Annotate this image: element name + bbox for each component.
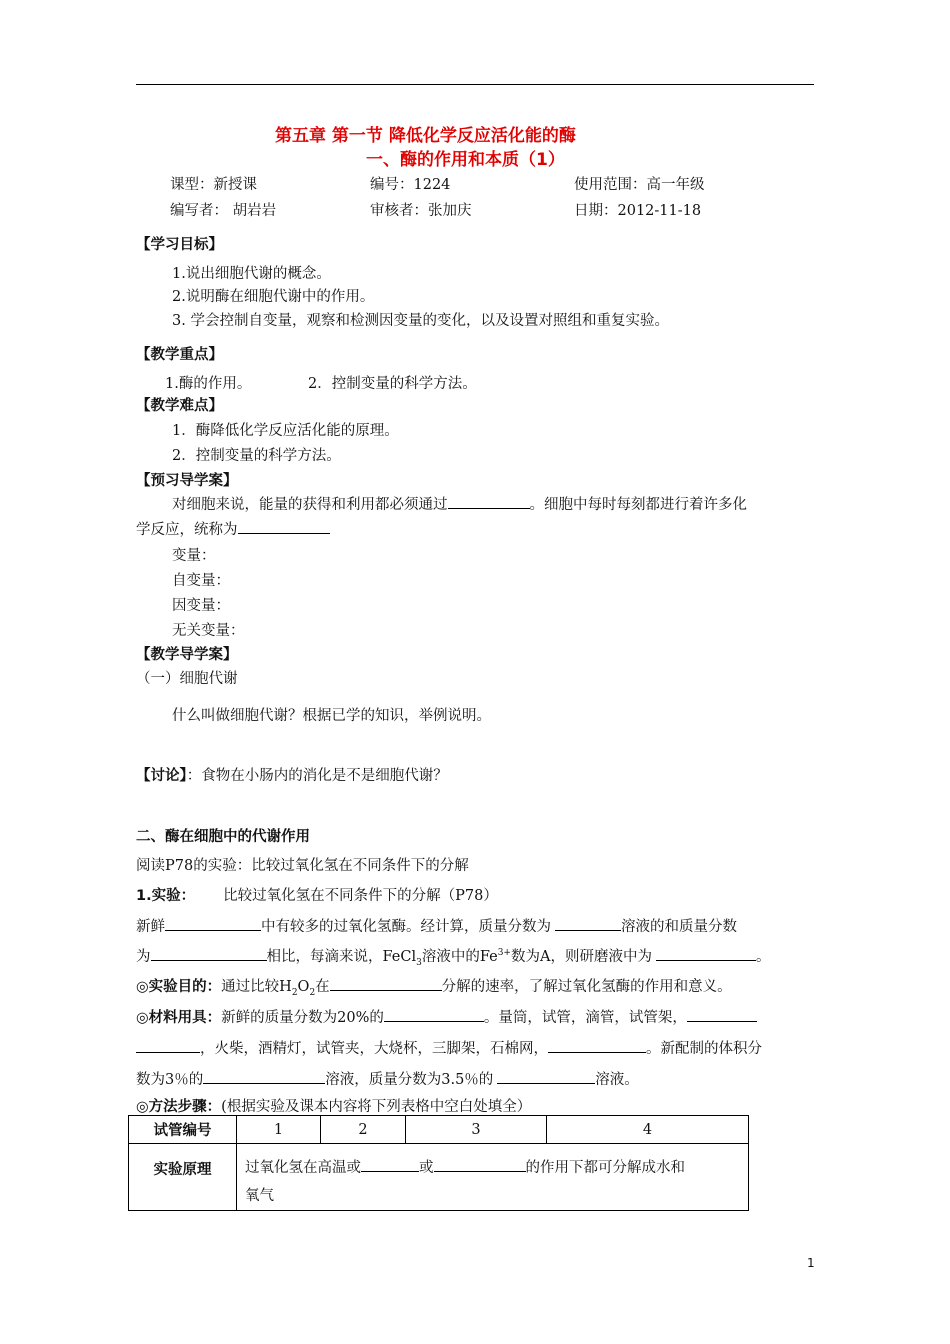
table-header-cell: 3 xyxy=(406,1116,547,1144)
text: 在 xyxy=(315,979,330,995)
fill-blank[interactable] xyxy=(448,494,530,509)
subscript: 2 xyxy=(309,987,316,998)
text: 氧气 xyxy=(245,1188,274,1204)
table-row-label: 实验原理 xyxy=(129,1144,237,1211)
text: 溶液。 xyxy=(595,1072,639,1088)
fill-blank[interactable] xyxy=(136,1038,200,1053)
page-number: 1 xyxy=(807,1256,815,1270)
keypoint-item: 1.酶的作用。 xyxy=(165,376,252,392)
chapter-title: 第五章 第一节 降低化学反应活化能的酶 xyxy=(275,126,576,146)
text: 为 xyxy=(136,949,151,965)
fill-blank[interactable] xyxy=(497,1069,595,1084)
meta-reviewer: 审核者：张加庆 xyxy=(370,203,472,219)
fill-blank[interactable] xyxy=(238,519,330,534)
preview-heading: 【预习导学案】 xyxy=(136,473,238,489)
section-title: 一、酶的作用和本质（1） xyxy=(366,150,565,170)
experiment-line xyxy=(136,884,498,905)
text: 。 xyxy=(755,949,771,965)
table-row xyxy=(129,1144,749,1211)
text: 溶液，质量分数为3.5％的 xyxy=(325,1072,494,1088)
superscript: 3+ xyxy=(497,948,511,959)
fill-blank[interactable] xyxy=(203,1069,325,1084)
text: 相比，每滴来说，FeCl xyxy=(266,949,417,965)
reading-text: 阅读P78的实验：比较过氧化氢在不同条件下的分解 xyxy=(136,858,469,874)
fill-blank[interactable] xyxy=(656,946,756,961)
teaching-heading: 【教学导学案】 xyxy=(136,647,238,663)
preview-line-1 xyxy=(172,493,747,514)
text: 学反应，统称为 xyxy=(136,522,238,538)
subscript: 3 xyxy=(416,957,422,968)
fill-blank[interactable] xyxy=(555,916,621,931)
subscript: 2 xyxy=(291,987,298,998)
variable-label: 因变量： xyxy=(172,598,230,614)
text: 。细胞中每时每刻都进行着许多化 xyxy=(529,497,747,513)
fill-blank[interactable] xyxy=(330,976,442,991)
keypoints-heading: 【教学重点】 xyxy=(136,347,223,363)
variable-label: 变量： xyxy=(172,548,216,564)
teaching-subheading: （一）细胞代谢 xyxy=(136,671,238,687)
exp-line-2 xyxy=(136,945,770,968)
text: 的作用下都可分解成水和 xyxy=(525,1160,685,1176)
text: (根据实验及课本内容将下列表格中空白处填全） xyxy=(221,1099,532,1115)
table-header-cell: 1 xyxy=(237,1116,321,1144)
experiment-table xyxy=(128,1115,749,1211)
meta-date: 日期：2012-11-18 xyxy=(574,203,702,219)
preview-line-2 xyxy=(136,518,330,539)
experiment-label: 1.实验： xyxy=(136,888,196,904)
experiment-text: 比较过氧化氢在不同条件下的分解（P78） xyxy=(223,888,498,904)
discussion xyxy=(136,764,448,785)
variable-label: 自变量： xyxy=(172,573,230,589)
text: O xyxy=(297,979,310,995)
discussion-text: ：食物在小肠内的消化是不是细胞代谢？ xyxy=(186,768,448,784)
difficulty-item: 2．控制变量的科学方法。 xyxy=(172,448,341,464)
purpose-label: ◎实验目的： xyxy=(136,979,222,995)
text: 。量筒，试管，滴管，试管架， xyxy=(483,1010,687,1026)
keypoint-item: 2．控制变量的科学方法。 xyxy=(308,376,477,392)
goals-heading: 【学习目标】 xyxy=(136,237,223,253)
fill-blank[interactable] xyxy=(151,946,267,961)
method-label: ◎方法步骤： xyxy=(136,1099,222,1115)
table-header-row xyxy=(129,1116,749,1144)
variable-label: 无关变量： xyxy=(172,623,245,639)
table-cell xyxy=(237,1144,749,1211)
header-rule xyxy=(136,84,814,85)
difficulties-heading: 【教学难点】 xyxy=(136,398,223,414)
method-line xyxy=(136,1095,531,1116)
materials-line-2 xyxy=(136,1037,762,1058)
text: 新鲜的质量分数为20%的 xyxy=(221,1010,384,1026)
goal-item: 1.说出细胞代谢的概念。 xyxy=(172,266,331,282)
meta-type: 课型：新授课 xyxy=(170,177,257,193)
text: 分解的速率，了解过氧化氢酶的作用和意义。 xyxy=(441,979,732,995)
meta-author: 编写者： 胡岩岩 xyxy=(170,203,277,219)
text: ，火柴，酒精灯，试管夹，大烧杯，三脚架，石棉网， xyxy=(200,1041,548,1057)
question-text: 什么叫做细胞代谢？根据已学的知识，举例说明。 xyxy=(172,708,491,724)
goal-item: 2.说明酶在细胞代谢中的作用。 xyxy=(172,289,375,305)
materials-label: ◎材料用具： xyxy=(136,1010,222,1026)
materials-line-1 xyxy=(136,1006,757,1027)
text: 溶液的和质量分数 xyxy=(621,919,737,935)
fill-blank[interactable] xyxy=(548,1038,646,1053)
fill-blank[interactable] xyxy=(687,1007,757,1022)
meta-number: 编号：1224 xyxy=(370,177,451,193)
discussion-label: 【讨论】 xyxy=(136,768,187,784)
text: 溶液中的Fe xyxy=(421,949,498,965)
materials-line-3 xyxy=(136,1068,639,1089)
fill-blank[interactable] xyxy=(361,1157,419,1172)
table-header-cell: 4 xyxy=(547,1116,749,1144)
fill-blank[interactable] xyxy=(434,1157,526,1172)
goal-item: 3. 学会控制自变量，观察和检测因变量的变化，以及设置对照组和重复实验。 xyxy=(172,313,669,329)
text: 数为A，则研磨液中为 xyxy=(510,949,652,965)
text: 数为3％的 xyxy=(136,1072,204,1088)
table-header-cell: 试管编号 xyxy=(129,1116,237,1144)
exp-line-1 xyxy=(136,915,737,936)
text: 新鲜 xyxy=(136,919,165,935)
text: 。新配制的体积分 xyxy=(646,1041,762,1057)
difficulty-item: 1．酶降低化学反应活化能的原理。 xyxy=(172,423,399,439)
purpose-line xyxy=(136,975,732,998)
meta-scope: 使用范围：高一年级 xyxy=(574,177,705,193)
text: 对细胞来说，能量的获得和利用都必须通过 xyxy=(172,497,448,513)
fill-blank[interactable] xyxy=(384,1007,484,1022)
text: 过氧化氢在高温或 xyxy=(245,1160,361,1176)
text: 通过比较H xyxy=(221,979,292,995)
text: 中有较多的过氧化氢酶。经计算，质量分数为 xyxy=(261,919,551,935)
table-header-cell: 2 xyxy=(321,1116,406,1144)
text: 或 xyxy=(419,1160,434,1176)
fill-blank[interactable] xyxy=(165,916,261,931)
section2-heading: 二、酶在细胞中的代谢作用 xyxy=(136,829,310,845)
